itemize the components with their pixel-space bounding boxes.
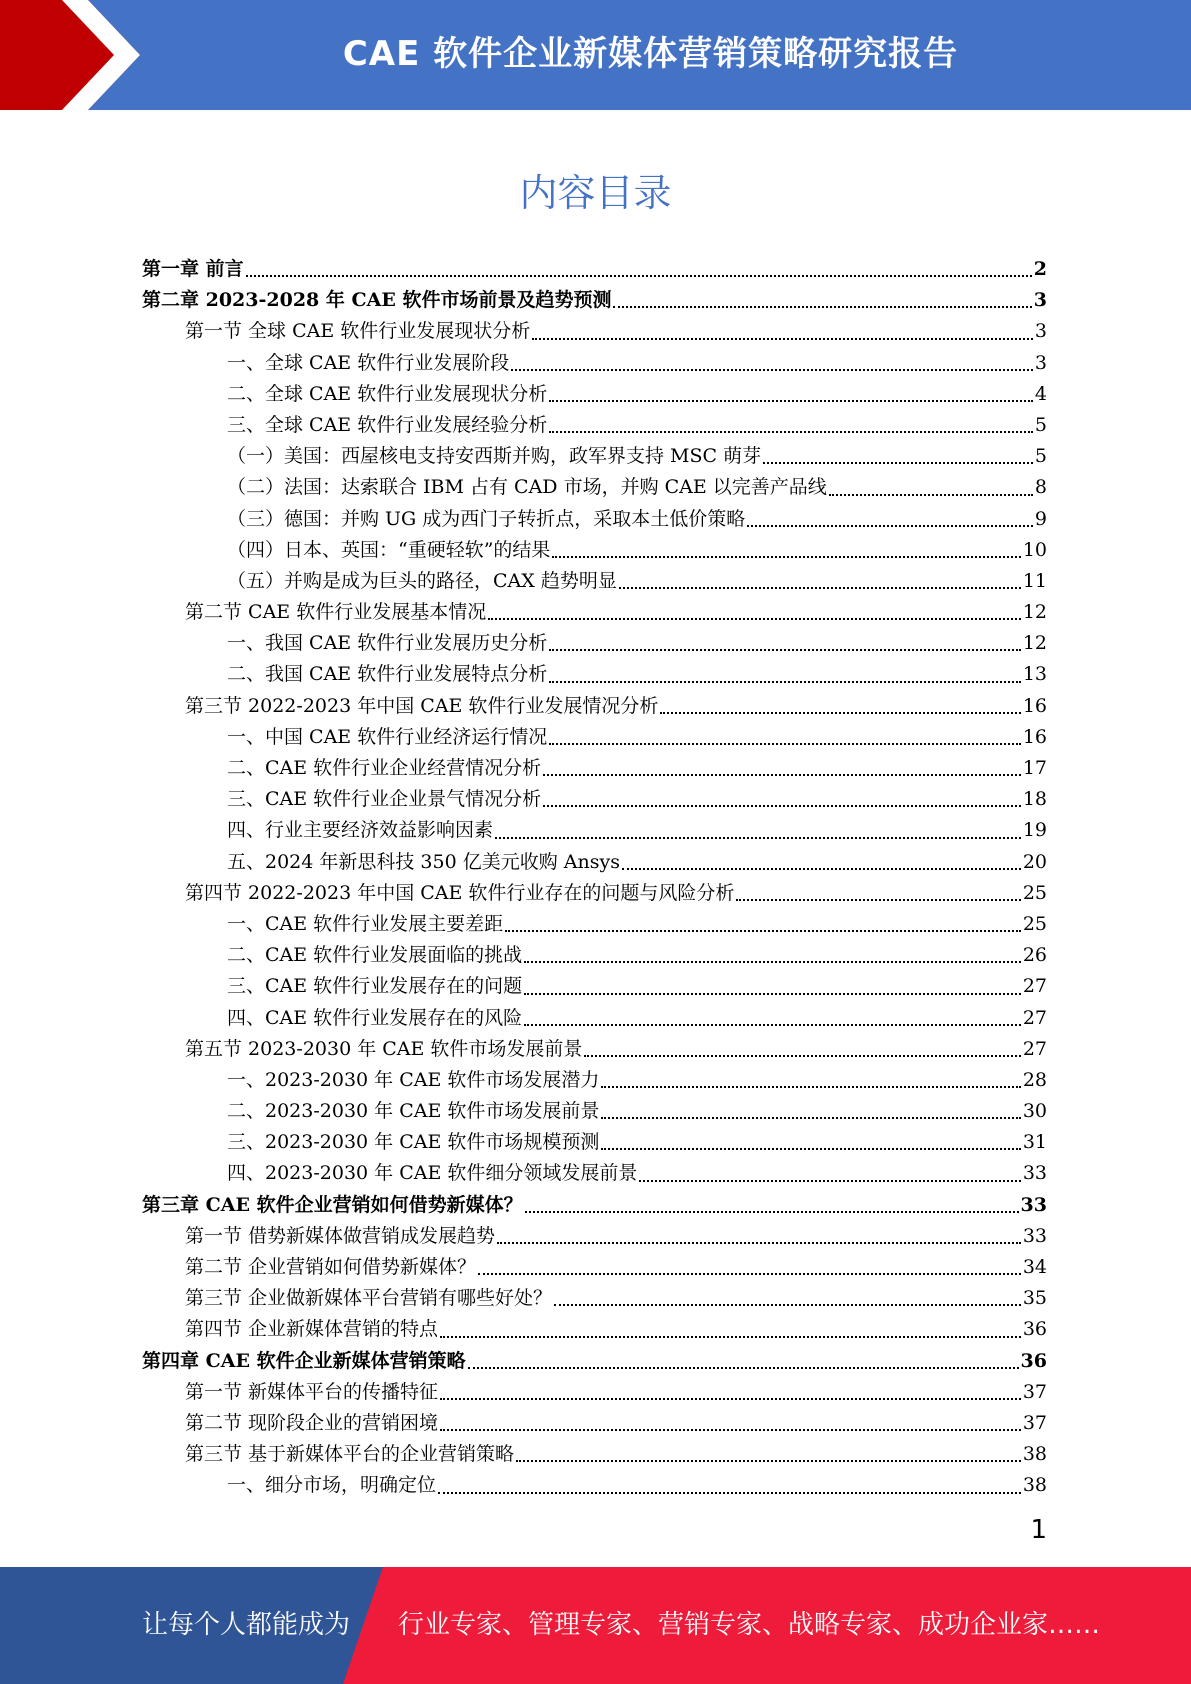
toc-entry[interactable] [142, 1252, 1047, 1283]
toc-entry-title: 第二节 企业营销如何借势新媒体？ [185, 1256, 477, 1278]
toc-entry-title: 第三节 2022-2023 年中国 CAE 软件行业发展情况分析 [185, 694, 659, 717]
toc-dot-leader [516, 1460, 1021, 1462]
toc-entry[interactable] [142, 940, 1047, 971]
toc-entry-title: 第三节 基于新媒体平台的企业营销策略 [185, 1443, 515, 1466]
toc-dot-leader [613, 306, 1031, 308]
toc-entry-page: 16 [1022, 694, 1047, 717]
toc-entry[interactable] [142, 597, 1047, 628]
toc-entry-title: 二、全球 CAE 软件行业发展现状分析 [227, 382, 548, 405]
toc-entry-page: 27 [1022, 1006, 1047, 1029]
toc-entry-page: 5 [1034, 413, 1047, 436]
toc-dot-leader [829, 494, 1033, 496]
toc-entry-page: 34 [1022, 1256, 1047, 1278]
toc-entry[interactable] [142, 628, 1047, 659]
toc-dot-leader [246, 275, 1032, 277]
toc-dot-leader [438, 1492, 1021, 1494]
toc-entry-title: 五、2024 年新思科技 350 亿美元收购 Ansys [227, 850, 620, 873]
table-of-contents [142, 254, 1047, 1502]
toc-entry[interactable] [142, 971, 1047, 1002]
toc-entry-title: 二、CAE 软件行业企业经营情况分析 [227, 757, 542, 779]
toc-entry[interactable] [142, 1065, 1047, 1096]
toc-dot-leader [601, 1148, 1020, 1150]
toc-entry[interactable] [142, 722, 1047, 753]
toc-entry-page: 33 [1022, 1224, 1047, 1247]
toc-dot-leader [552, 556, 1020, 558]
toc-entry-title: 第五节 2023-2030 年 CAE 软件市场发展前景 [185, 1037, 583, 1060]
toc-entry[interactable] [142, 1190, 1047, 1221]
toc-dot-leader [622, 868, 1021, 870]
toc-entry-title: 四、CAE 软件行业发展存在的风险 [227, 1006, 523, 1029]
toc-entry-page: 2 [1033, 258, 1047, 280]
toc-entry-page: 36 [1022, 1318, 1047, 1341]
toc-dot-leader [440, 1398, 1021, 1400]
toc-entry[interactable] [142, 1346, 1047, 1377]
toc-entry-title: 第二节 现阶段企业的营销困境 [185, 1411, 439, 1434]
toc-dot-leader [511, 369, 1033, 371]
toc-entry-page: 38 [1022, 1443, 1047, 1466]
toc-entry[interactable] [142, 1127, 1047, 1158]
toc-entry-title: 第四章 CAE 软件企业新媒体营销策略 [142, 1349, 466, 1372]
toc-entry-page: 20 [1022, 850, 1047, 873]
toc-entry-page: 19 [1022, 819, 1047, 842]
toc-entry-page: 18 [1022, 788, 1047, 811]
toc-entry[interactable] [142, 1003, 1047, 1034]
toc-entry-page: 16 [1022, 725, 1047, 748]
toc-entry-title: 二、我国 CAE 软件行业发展特点分析 [227, 663, 548, 686]
toc-dot-leader [747, 525, 1033, 527]
toc-entry-title: 三、CAE 软件行业发展存在的问题 [227, 975, 523, 998]
toc-entry-page: 33 [1022, 1162, 1047, 1185]
toc-entry[interactable] [142, 691, 1047, 722]
toc-entry[interactable] [142, 1221, 1047, 1252]
toc-dot-leader [478, 1273, 1021, 1275]
toc-dot-leader [543, 805, 1021, 807]
toc-entry[interactable] [142, 847, 1047, 878]
toc-entry-page: 33 [1020, 1193, 1047, 1216]
page-footer-band [0, 1567, 1191, 1684]
toc-entry[interactable] [142, 784, 1047, 815]
toc-entry-title: 一、细分市场，明确定位 [227, 1474, 437, 1497]
report-title: CAE 软件企业新媒体营销策略研究报告 [342, 34, 959, 74]
toc-dot-leader [488, 618, 1021, 620]
toc-dot-leader [468, 1367, 1019, 1369]
toc-entry-page: 12 [1022, 632, 1047, 655]
toc-entry-page: 37 [1022, 1411, 1047, 1434]
toc-entry-title: 四、2023-2030 年 CAE 软件细分领域发展前景 [227, 1162, 638, 1185]
toc-entry-title: （五）并购是成为巨头的路径，CAX 趋势明显 [227, 569, 617, 592]
toc-entry-title: 一、全球 CAE 软件行业发展阶段 [227, 351, 510, 374]
toc-entry-page: 9 [1034, 507, 1047, 530]
toc-entry-title: 第四节 企业新媒体营销的特点 [185, 1318, 439, 1341]
toc-entry-page: 12 [1022, 601, 1047, 624]
toc-entry-page: 3 [1034, 320, 1047, 343]
toc-entry[interactable] [142, 316, 1047, 347]
toc-dot-leader [495, 837, 1021, 839]
toc-entry-title: 第一节 借势新媒体做营销成发展趋势 [185, 1224, 496, 1247]
toc-entry[interactable] [142, 285, 1047, 316]
toc-entry-page: 28 [1022, 1068, 1047, 1091]
toc-dot-leader [554, 1304, 1021, 1306]
toc-entry[interactable] [142, 1377, 1047, 1408]
toc-entry[interactable] [142, 254, 1047, 285]
toc-entry-title: 二、2023-2030 年 CAE 软件市场发展前景 [227, 1100, 600, 1123]
toc-entry-title: 第一节 新媒体平台的传播特征 [185, 1380, 439, 1403]
footer-slogan-left: 让每个人都能成为 [142, 1610, 351, 1640]
toc-dot-leader [601, 1086, 1020, 1088]
toc-entry-page: 10 [1022, 538, 1047, 561]
toc-entry[interactable] [142, 878, 1047, 909]
toc-entry[interactable] [142, 1470, 1047, 1501]
toc-entry-page: 13 [1022, 663, 1047, 686]
toc-heading: 内容目录 [519, 171, 672, 215]
toc-entry-title: （三）德国：并购 UG 成为西门子转折点，采取本土低价策略 [227, 507, 746, 530]
toc-entry-title: 第四节 2022-2023 年中国 CAE 软件行业存在的问题与风险分析 [185, 881, 735, 904]
toc-dot-leader [660, 712, 1020, 714]
toc-entry-page: 25 [1022, 881, 1047, 904]
toc-entry-page: 27 [1022, 975, 1047, 998]
toc-dot-leader [524, 993, 1021, 995]
toc-entry-page: 38 [1022, 1474, 1047, 1497]
toc-dot-leader [639, 1180, 1020, 1182]
toc-entry-title: 一、2023-2030 年 CAE 软件市场发展潜力 [227, 1068, 600, 1091]
toc-entry-page: 36 [1020, 1349, 1047, 1372]
toc-entry[interactable] [142, 441, 1047, 472]
toc-entry-page: 26 [1022, 944, 1047, 967]
toc-dot-leader [524, 1024, 1021, 1026]
toc-dot-leader [549, 681, 1021, 683]
toc-entry[interactable] [142, 1314, 1047, 1345]
toc-entry[interactable] [142, 1439, 1047, 1470]
toc-entry-title: 第三章 CAE 软件企业营销如何借势新媒体？ [142, 1193, 523, 1216]
toc-entry-page: 27 [1022, 1037, 1047, 1060]
toc-dot-leader [440, 1429, 1021, 1431]
toc-entry-title: 三、CAE 软件行业企业景气情况分析 [227, 788, 542, 811]
toc-entry-title: 第一节 全球 CAE 软件行业发展现状分析 [185, 320, 531, 343]
toc-entry-title: 三、2023-2030 年 CAE 软件市场规模预测 [227, 1131, 600, 1154]
toc-entry[interactable] [142, 1158, 1047, 1189]
toc-entry-title: 第二节 CAE 软件行业发展基本情况 [185, 601, 487, 624]
toc-entry-page: 35 [1022, 1287, 1047, 1310]
toc-entry[interactable] [142, 472, 1047, 503]
toc-dot-leader [584, 1055, 1020, 1057]
toc-entry-title: 一、我国 CAE 软件行业发展历史分析 [227, 632, 548, 655]
page-number: 1 [1030, 1515, 1047, 1545]
toc-entry-title: 三、全球 CAE 软件行业发展经验分析 [227, 413, 548, 436]
toc-entry-page: 5 [1034, 445, 1047, 468]
toc-entry-page: 4 [1034, 382, 1047, 405]
toc-dot-leader [736, 899, 1020, 901]
toc-dot-leader [532, 338, 1033, 340]
toc-dot-leader [549, 649, 1021, 651]
toc-entry[interactable] [142, 659, 1047, 690]
toc-entry-title: 一、CAE 软件行业发展主要差距 [227, 912, 504, 935]
toc-entry-page: 37 [1022, 1380, 1047, 1403]
toc-entry-title: 第二章 2023-2028 年 CAE 软件市场前景及趋势预测 [142, 289, 612, 312]
toc-dot-leader [619, 587, 1021, 589]
toc-dot-leader [497, 1242, 1021, 1244]
toc-entry[interactable] [142, 566, 1047, 597]
toc-entry[interactable] [142, 753, 1047, 784]
toc-entry[interactable] [142, 815, 1047, 846]
toc-dot-leader [440, 1336, 1021, 1338]
toc-entry-title: 二、CAE 软件行业发展面临的挑战 [227, 944, 523, 967]
toc-entry-title: 第三节 企业做新媒体平台营销有哪些好处？ [185, 1287, 553, 1310]
toc-entry[interactable] [142, 348, 1047, 379]
toc-dot-leader [601, 1117, 1020, 1119]
footer-slogan-right: 行业专家、管理专家、营销专家、战略专家、成功企业家…… [398, 1610, 1101, 1640]
toc-dot-leader [549, 431, 1033, 433]
toc-entry-page: 8 [1034, 476, 1047, 499]
toc-entry-page: 3 [1033, 289, 1047, 312]
toc-entry-title: （二）法国：达索联合 IBM 占有 CAD 市场，并购 CAE 以完善产品线 [227, 476, 827, 499]
toc-entry[interactable] [142, 410, 1047, 441]
toc-entry-title: 第一章 前言 [142, 258, 244, 280]
toc-entry-title: （一）美国：西屋核电支持安西斯并购，政军界支持 MSC 萌芽 [227, 445, 762, 468]
toc-entry[interactable] [142, 909, 1047, 940]
toc-entry[interactable] [142, 504, 1047, 535]
toc-dot-leader [549, 743, 1021, 745]
toc-entry[interactable] [142, 1408, 1047, 1439]
toc-entry[interactable] [142, 379, 1047, 410]
toc-entry-page: 30 [1022, 1100, 1047, 1123]
toc-entry[interactable] [142, 1034, 1047, 1065]
page-header-band [0, 0, 1191, 110]
toc-dot-leader [549, 400, 1033, 402]
toc-dot-leader [524, 961, 1021, 963]
toc-entry-title: 四、行业主要经济效益影响因素 [227, 819, 494, 842]
toc-entry-title: （四）日本、英国：“重硬轻软”的结果 [227, 538, 551, 561]
toc-entry[interactable] [142, 1096, 1047, 1127]
toc-entry-page: 31 [1022, 1131, 1047, 1154]
toc-entry[interactable] [142, 535, 1047, 566]
toc-dot-leader [543, 774, 1021, 776]
toc-entry-title: 一、中国 CAE 软件行业经济运行情况 [227, 725, 548, 748]
toc-entry-page: 17 [1022, 757, 1047, 779]
toc-entry-page: 25 [1022, 912, 1047, 935]
toc-entry-page: 3 [1034, 351, 1047, 374]
toc-entry-page: 11 [1022, 569, 1047, 592]
toc-dot-leader [525, 1211, 1019, 1213]
toc-entry[interactable] [142, 1283, 1047, 1314]
toc-dot-leader [505, 930, 1021, 932]
toc-dot-leader [763, 462, 1033, 464]
